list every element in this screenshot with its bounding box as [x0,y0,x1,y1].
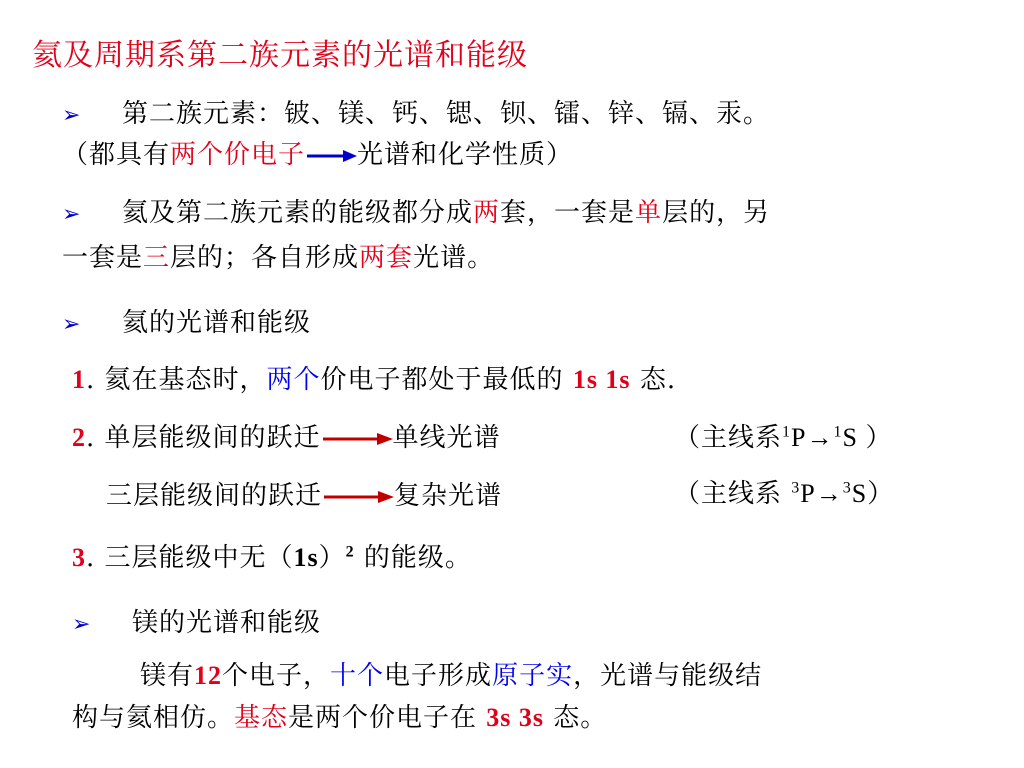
s2-text-e: 层的，另 [662,198,771,228]
s3-heading-text: 氦的光谱和能级 [122,308,312,338]
p2-text-b: 单线光谱 [392,423,501,453]
p2-number: 2 [72,423,86,452]
s2-text-h: 层的；各自形成 [170,243,360,273]
p2b-term-p: P→ [800,479,843,508]
s4-text-a: 镁有 [140,661,195,691]
s4-text-l: 态。 [544,703,608,733]
helium-point-2b [106,478,502,514]
p2b-paren: （主线系 [674,479,792,509]
p2-text-a: . 单层能级间的跃迁 [86,423,321,453]
p1-text-e: 态. [630,365,677,395]
p3-text-b: 1s [293,543,319,572]
s4-text-b: 12 [194,661,223,690]
bullet-arrow-icon: ➢ [62,202,82,227]
s4-text-g: ，光谱与能级结 [573,661,763,691]
s1-highlight: 两个价电子 [170,140,306,170]
p1-text-d: 1s 1s [572,365,631,394]
s4-text-k: 3s 3s [486,703,545,732]
p3-text-a: . 三层能级中无（ [86,543,294,573]
s4-text-e: 电子形成 [384,661,493,691]
section-2-line-1 [62,195,770,233]
p3-number: 3 [72,543,86,572]
p2b-sup1: 3 [791,479,801,497]
bullet-arrow-icon: ➢ [72,612,92,637]
section-1-line-1 [62,96,770,134]
p2b-sup2: 3 [842,479,852,497]
p3-text-c: ） [318,543,346,573]
section-2-line-2 [62,240,494,276]
s2-text-g: 三 [143,243,171,273]
s4-text-f: 原子实 [492,661,574,691]
section-4-heading [72,605,321,643]
arrow-right-icon [322,490,394,504]
bullet-arrow-icon: ➢ [62,312,82,337]
p1-text-a: . 氦在基态时， [86,365,267,395]
s4-text-c: 个电子， [222,661,331,691]
s4-text-h: 构与氦相仿。 [72,703,235,733]
s4-text-d: 十个 [330,661,385,691]
s4-text-j: 是两个价电子在 [288,703,487,733]
arrow-right-icon [321,432,393,446]
s1-tail: 光谱和化学性质） [357,140,574,170]
p2b-text-a: 三层能级间的跃迁 [106,481,323,511]
p3-sup: 2 [345,543,355,561]
p2-sup2: 1 [833,423,843,441]
s2-text-d: 单 [635,198,663,228]
p3-text-d: 的能级。 [354,543,472,573]
s4-heading-text: 镁的光谱和能级 [132,608,322,638]
s2-text-a: 氦及第二族元素的能级都分成 [122,198,474,228]
s2-text-f: 一套是 [62,243,144,273]
p2-term-s: S ） [842,423,893,452]
p1-text-c: 价电子都处于最低的 [320,365,573,395]
helium-point-1 [72,362,676,398]
bullet-arrow-icon: ➢ [62,103,82,128]
helium-point-2 [72,420,501,456]
slide-title: 氦及周期系第二族元素的光谱和能级 [32,38,528,73]
arrow-right-icon [305,149,357,163]
p2b-term-s: S） [851,479,895,508]
helium-point-3 [72,540,472,576]
p2-paren: （主线系 [674,423,783,453]
section-4-line-1 [140,658,762,694]
section-1-line-2 [62,137,573,173]
s2-text-j: 光谱。 [413,243,495,273]
p2-sup1: 1 [782,423,792,441]
section-3-heading [62,305,311,343]
p2-series-note [674,420,892,456]
s1-text: 第二族元素：铍、镁、钙、锶、钡、镭、锌、镉、汞。 [122,99,771,129]
section-4-line-2 [72,700,607,736]
p2b-text-b: 复杂光谱 [394,481,503,511]
p2b-series-note [674,476,894,512]
p2-term-p: P→ [791,423,834,452]
p1-text-b: 两个 [266,365,321,395]
s2-text-b: 两 [473,198,501,228]
s2-text-c: 套，一套是 [500,198,636,228]
s4-text-i: 基态 [234,703,289,733]
p1-number: 1 [72,365,86,394]
s1-paren-open: （都具有 [62,140,171,170]
s2-text-i: 两套 [359,243,414,273]
